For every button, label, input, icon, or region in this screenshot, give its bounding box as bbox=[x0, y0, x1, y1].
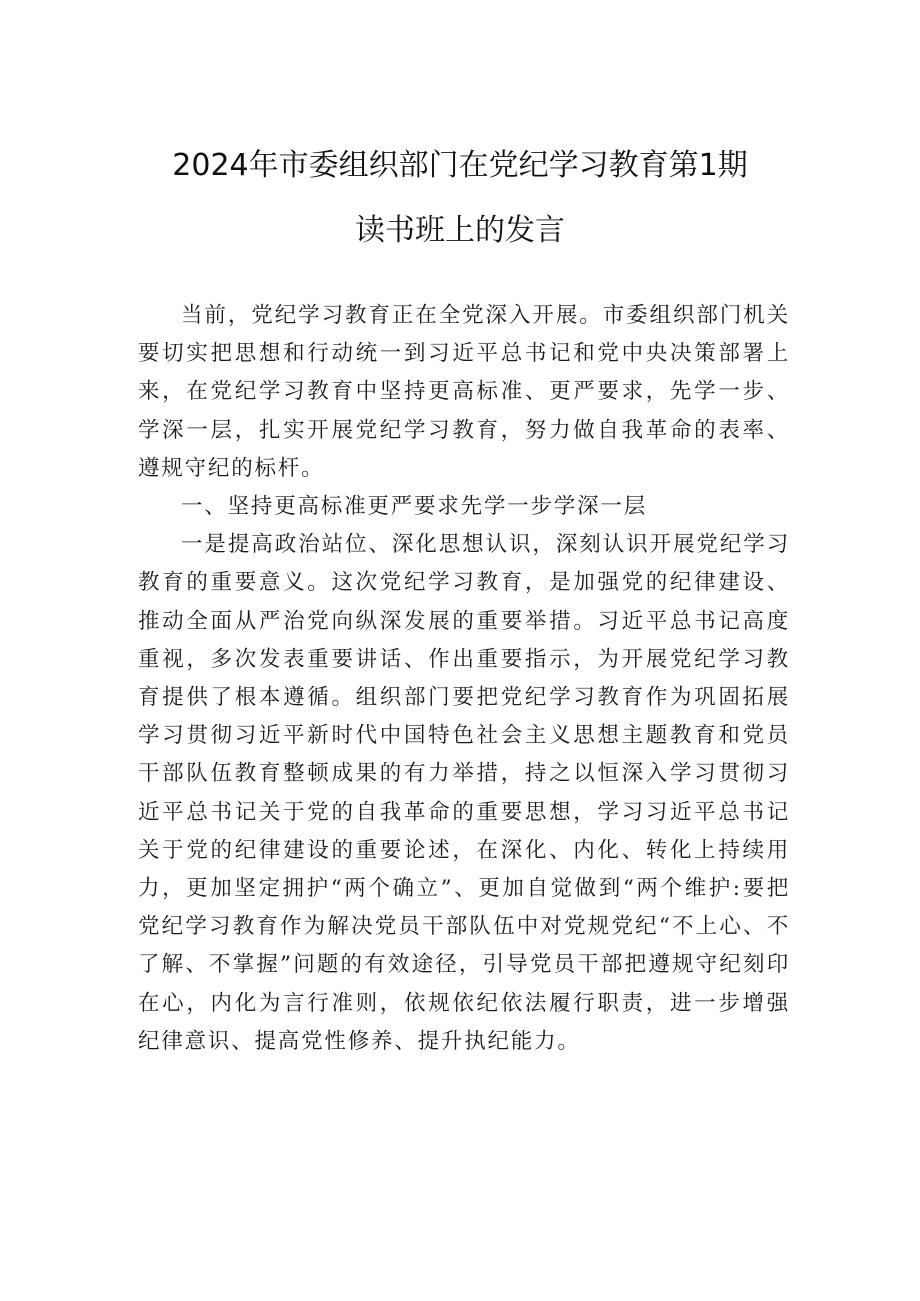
document-title-line-2: 读书班上的发言 bbox=[355, 213, 565, 248]
section-heading-1: 一、坚持更高标准更严要求先学一步学深一层 bbox=[181, 494, 648, 520]
paragraph-intro: 当前，党纪学习教育正在全党深入开展。市委组织部门机关要切实把思想和行动统一到习近平总书记和党中央决策部署上来，在党纪学习教育中坚持更高标准、更严要求，先学一步、学深一层，扎实开展党纪学习教育，努力做自我革命的表率、遵规守纪的标杆。 bbox=[138, 303, 790, 481]
document-title-line-1: 2024年市委组织部门在党纪学习教育第1期 bbox=[172, 148, 748, 183]
document-body bbox=[138, 297, 790, 1061]
paragraph-point-1: 一是提高政治站位、深化思想认识，深刻认识开展党纪学习教育的重要意义。这次党纪学习教育，是加强党的纪律建设、推动全面从严治党向纵深发展的重要举措。习近平总书记高度重视，多次发表重要讲话、作出重要指示，为开展党纪学习教育提供了根本遵循。组织部门要把党纪学习教育作为巩固拓展学习贯彻习近平新时代中国特色社会主义思想主题教育和党员干部队伍教育整顿成果的有力举措，持之以恒深入学习贯彻习近平总书记关于党的自我革命的重要思想，学习习近平总书记关于党的纪律建设的重要论述，在深化、内化、转化上持续用力，更加坚定拥护“两个确立”、更加自觉做到“两个维护:要把党纪学习教育作为解决党员干部队伍中对党规党纪“不上心、不了解、不掌握”问题的有效途径，引导党员干部把遵规守纪刻印在心，内化为言行准则，依规依纪依法履行职责，进一步增强纪律意识、提高党性修养、提升执纪能力。 bbox=[138, 532, 790, 1054]
